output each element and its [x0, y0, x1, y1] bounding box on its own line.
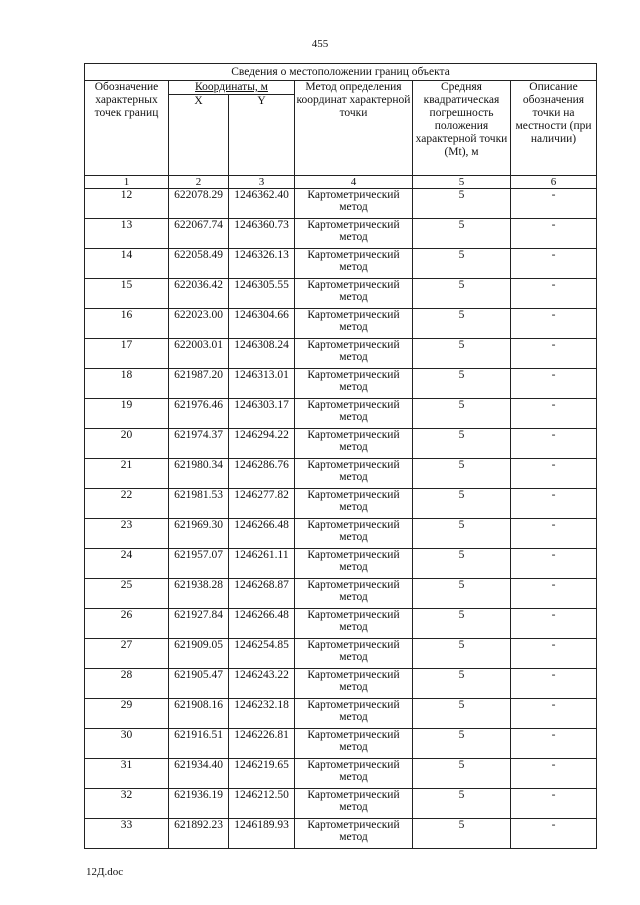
table-row — [85, 519, 597, 549]
table-row — [85, 339, 597, 369]
table-row — [85, 369, 597, 399]
point-cell: 20 — [85, 429, 169, 459]
description-cell: - — [511, 669, 597, 699]
header-x: X — [169, 95, 229, 176]
x-coordinate-cell: 621908.16 — [169, 699, 229, 729]
y-coordinate-cell: 1246212.50 — [229, 789, 295, 819]
method-cell: Картометрический метод — [295, 579, 413, 609]
x-coordinate-cell: 621909.05 — [169, 639, 229, 669]
error-cell: 5 — [413, 309, 511, 339]
error-cell: 5 — [413, 789, 511, 819]
point-cell: 18 — [85, 369, 169, 399]
page-number: 455 — [311, 38, 329, 50]
x-coordinate-cell: 622003.01 — [169, 339, 229, 369]
x-coordinate-cell: 621905.47 — [169, 669, 229, 699]
table-row — [85, 639, 597, 669]
table-caption: Сведения о местоположении границ объекта — [85, 64, 597, 81]
method-cell: Картометрический метод — [295, 459, 413, 489]
point-cell: 23 — [85, 519, 169, 549]
method-cell: Картометрический метод — [295, 789, 413, 819]
x-coordinate-cell: 621980.34 — [169, 459, 229, 489]
x-coordinate-cell: 621974.37 — [169, 429, 229, 459]
error-cell: 5 — [413, 459, 511, 489]
error-cell: 5 — [413, 189, 511, 219]
y-coordinate-cell: 1246254.85 — [229, 639, 295, 669]
method-cell: Картометрический метод — [295, 819, 413, 849]
description-cell: - — [511, 189, 597, 219]
point-cell: 19 — [85, 399, 169, 429]
table-row — [85, 759, 597, 789]
method-cell: Картометрический метод — [295, 669, 413, 699]
description-cell: - — [511, 549, 597, 579]
x-coordinate-cell: 621934.40 — [169, 759, 229, 789]
description-cell: - — [511, 639, 597, 669]
description-cell: - — [511, 309, 597, 339]
column-number: 1 — [85, 176, 169, 189]
method-cell: Картометрический метод — [295, 189, 413, 219]
point-cell: 28 — [85, 669, 169, 699]
description-cell: - — [511, 579, 597, 609]
description-cell: - — [511, 759, 597, 789]
x-coordinate-cell: 621892.23 — [169, 819, 229, 849]
method-cell: Картометрический метод — [295, 729, 413, 759]
header-method: Метод определения координат характерной точки — [295, 81, 413, 176]
point-cell: 31 — [85, 759, 169, 789]
table-body — [85, 189, 597, 849]
x-coordinate-cell: 621976.46 — [169, 399, 229, 429]
x-coordinate-cell: 621957.07 — [169, 549, 229, 579]
point-cell: 24 — [85, 549, 169, 579]
error-cell: 5 — [413, 429, 511, 459]
x-coordinate-cell: 621916.51 — [169, 729, 229, 759]
description-cell: - — [511, 699, 597, 729]
error-cell: 5 — [413, 219, 511, 249]
x-coordinate-cell: 621981.53 — [169, 489, 229, 519]
table-row — [85, 309, 597, 339]
table-row — [85, 789, 597, 819]
description-cell: - — [511, 729, 597, 759]
y-coordinate-cell: 1246326.13 — [229, 249, 295, 279]
y-coordinate-cell: 1246304.66 — [229, 309, 295, 339]
y-coordinate-cell: 1246308.24 — [229, 339, 295, 369]
point-cell: 22 — [85, 489, 169, 519]
method-cell: Картометрический метод — [295, 519, 413, 549]
point-cell: 21 — [85, 459, 169, 489]
error-cell: 5 — [413, 759, 511, 789]
method-cell: Картометрический метод — [295, 309, 413, 339]
method-cell: Картометрический метод — [295, 699, 413, 729]
table-row — [85, 699, 597, 729]
point-cell: 17 — [85, 339, 169, 369]
description-cell: - — [511, 339, 597, 369]
x-coordinate-cell: 622067.74 — [169, 219, 229, 249]
point-cell: 26 — [85, 609, 169, 639]
point-cell: 13 — [85, 219, 169, 249]
error-cell: 5 — [413, 489, 511, 519]
error-cell: 5 — [413, 549, 511, 579]
y-coordinate-cell: 1246305.55 — [229, 279, 295, 309]
x-coordinate-cell: 622036.42 — [169, 279, 229, 309]
column-number: 4 — [295, 176, 413, 189]
description-cell: - — [511, 819, 597, 849]
description-cell: - — [511, 459, 597, 489]
method-cell: Картометрический метод — [295, 279, 413, 309]
table-row — [85, 579, 597, 609]
y-coordinate-cell: 1246362.40 — [229, 189, 295, 219]
y-coordinate-cell: 1246219.65 — [229, 759, 295, 789]
x-coordinate-cell: 621969.30 — [169, 519, 229, 549]
header-point: Обозначение характерных точек границ — [85, 81, 169, 176]
y-coordinate-cell: 1246232.18 — [229, 699, 295, 729]
method-cell: Картометрический метод — [295, 639, 413, 669]
table-row — [85, 279, 597, 309]
y-coordinate-cell: 1246360.73 — [229, 219, 295, 249]
description-cell: - — [511, 249, 597, 279]
header-error: Средняя квадратическая погрешность положения характерной точки (Mt), м — [413, 81, 511, 176]
method-cell: Картометрический метод — [295, 399, 413, 429]
description-cell: - — [511, 399, 597, 429]
y-coordinate-cell: 1246226.81 — [229, 729, 295, 759]
header-y: Y — [229, 95, 295, 176]
method-cell: Картометрический метод — [295, 759, 413, 789]
description-cell: - — [511, 519, 597, 549]
error-cell: 5 — [413, 279, 511, 309]
point-cell: 27 — [85, 639, 169, 669]
table-row — [85, 249, 597, 279]
table-row — [85, 819, 597, 849]
y-coordinate-cell: 1246313.01 — [229, 369, 295, 399]
column-number: 6 — [511, 176, 597, 189]
error-cell: 5 — [413, 399, 511, 429]
table-row — [85, 219, 597, 249]
table-row — [85, 669, 597, 699]
y-coordinate-cell: 1246294.22 — [229, 429, 295, 459]
column-numbers-row — [85, 176, 597, 189]
error-cell: 5 — [413, 669, 511, 699]
y-coordinate-cell: 1246266.48 — [229, 609, 295, 639]
y-coordinate-cell: 1246303.17 — [229, 399, 295, 429]
point-cell: 32 — [85, 789, 169, 819]
header-coordinates: Координаты, м — [169, 81, 295, 95]
column-number: 3 — [229, 176, 295, 189]
method-cell: Картометрический метод — [295, 369, 413, 399]
footer-filename: 12Д.doc — [86, 866, 124, 878]
x-coordinate-cell: 622078.29 — [169, 189, 229, 219]
table-row — [85, 399, 597, 429]
point-cell: 12 — [85, 189, 169, 219]
x-coordinate-cell: 622023.00 — [169, 309, 229, 339]
error-cell: 5 — [413, 369, 511, 399]
table-row — [85, 489, 597, 519]
header-description: Описание обозначения точки на местности (при наличии) — [511, 81, 597, 176]
point-cell: 14 — [85, 249, 169, 279]
y-coordinate-cell: 1246189.93 — [229, 819, 295, 849]
description-cell: - — [511, 429, 597, 459]
method-cell: Картометрический метод — [295, 339, 413, 369]
description-cell: - — [511, 279, 597, 309]
x-coordinate-cell: 622058.49 — [169, 249, 229, 279]
point-cell: 25 — [85, 579, 169, 609]
point-cell: 29 — [85, 699, 169, 729]
y-coordinate-cell: 1246277.82 — [229, 489, 295, 519]
error-cell: 5 — [413, 249, 511, 279]
y-coordinate-cell: 1246243.22 — [229, 669, 295, 699]
method-cell: Картометрический метод — [295, 429, 413, 459]
description-cell: - — [511, 489, 597, 519]
method-cell: Картометрический метод — [295, 549, 413, 579]
column-number: 5 — [413, 176, 511, 189]
point-cell: 33 — [85, 819, 169, 849]
table-row — [85, 549, 597, 579]
y-coordinate-cell: 1246261.11 — [229, 549, 295, 579]
error-cell: 5 — [413, 579, 511, 609]
error-cell: 5 — [413, 699, 511, 729]
error-cell: 5 — [413, 639, 511, 669]
column-number: 2 — [169, 176, 229, 189]
description-cell: - — [511, 369, 597, 399]
y-coordinate-cell: 1246266.48 — [229, 519, 295, 549]
point-cell: 16 — [85, 309, 169, 339]
method-cell: Картометрический метод — [295, 219, 413, 249]
description-cell: - — [511, 219, 597, 249]
boundary-coordinates-table — [84, 63, 597, 849]
method-cell: Картометрический метод — [295, 609, 413, 639]
x-coordinate-cell: 621987.20 — [169, 369, 229, 399]
y-coordinate-cell: 1246268.87 — [229, 579, 295, 609]
method-cell: Картометрический метод — [295, 249, 413, 279]
description-cell: - — [511, 789, 597, 819]
point-cell: 15 — [85, 279, 169, 309]
error-cell: 5 — [413, 729, 511, 759]
method-cell: Картометрический метод — [295, 489, 413, 519]
x-coordinate-cell: 621938.28 — [169, 579, 229, 609]
error-cell: 5 — [413, 519, 511, 549]
error-cell: 5 — [413, 609, 511, 639]
point-cell: 30 — [85, 729, 169, 759]
error-cell: 5 — [413, 819, 511, 849]
error-cell: 5 — [413, 339, 511, 369]
table-row — [85, 429, 597, 459]
table-row — [85, 459, 597, 489]
x-coordinate-cell: 621936.19 — [169, 789, 229, 819]
description-cell: - — [511, 609, 597, 639]
table-row — [85, 189, 597, 219]
x-coordinate-cell: 621927.84 — [169, 609, 229, 639]
table-row — [85, 609, 597, 639]
table-row — [85, 729, 597, 759]
y-coordinate-cell: 1246286.76 — [229, 459, 295, 489]
